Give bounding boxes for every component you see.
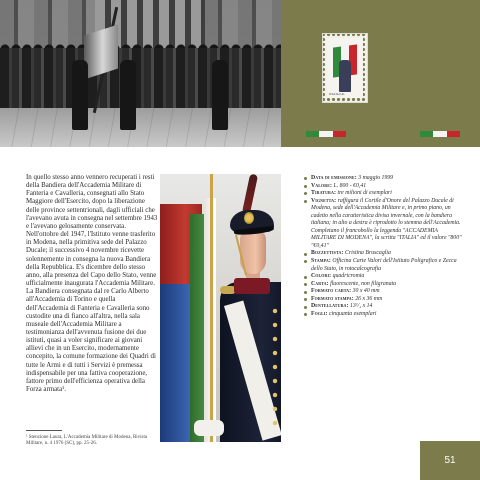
spec-key: Colori: bbox=[311, 273, 332, 280]
body-paragraph: Nell'ottobre del 1947, l'Istituto venne trasferito in Modena, nella primitiva sede del Palazzo Ducale; il successivo 4 novembre ricevette solennemente in consegna la nuova Bandiera della Repubblica. E's dicembre dello stesso anno, alla presenza del Capo dello Stato, venne ufficialmente inaugurata l'Accademia Militare. bbox=[26, 231, 157, 288]
bullet-icon bbox=[304, 185, 307, 188]
postage-stamp bbox=[323, 34, 367, 102]
photo-officer bbox=[212, 60, 228, 130]
body-paragraph: La Bandiera consegnata dal re Carlo Alberto all'Accademia di Torino e quella dell'Accademia di Fanteria e Cavalleria sono custodite una di fianco all'altra, nella sala museale dell'Accademia Militare a testimonianza dell'avvenuta fusione dei due istituti, quasi a voler significare ai giovani allievi che in un Esercito, modernamente concepito, la comune formazione dei Quadri di tutte le Armi e di tutti i Servizi è premessa indispensabile per una fattiva cooperazione, fattore primo dell'efficienza operativa della Forza armata¹. bbox=[26, 288, 156, 394]
spec-key: Bozzettista: bbox=[311, 250, 344, 257]
spec-key: Tiratura: bbox=[311, 190, 337, 197]
spec-item bbox=[304, 258, 464, 273]
photo-courtyard-ground bbox=[0, 108, 281, 147]
stamp-caption: ITALIA 0,41 bbox=[329, 92, 345, 96]
spec-value: Officina Carte Valori dell'Istituto Poligrafico e Zecca dello Stato, in rotocalcografia bbox=[311, 258, 457, 272]
spec-key: Valore: bbox=[311, 182, 333, 189]
bullet-icon bbox=[304, 253, 307, 256]
spec-item bbox=[304, 190, 464, 198]
tricolor-ribbon-left bbox=[306, 131, 346, 137]
bullet-icon bbox=[304, 313, 307, 316]
stamp-image bbox=[327, 38, 363, 98]
page-number-box bbox=[420, 441, 480, 480]
spec-key: Vignetta: bbox=[311, 197, 337, 204]
bullet-icon bbox=[304, 192, 307, 195]
photo-officer bbox=[120, 60, 136, 130]
spec-item bbox=[304, 198, 464, 251]
spec-item bbox=[304, 175, 464, 183]
footnote: ¹ Stenzione Laura, L'Accademia Militare di Modena, Rivista Militare, n. 4 1976 (SC), pp. 25-26. bbox=[26, 435, 148, 447]
spec-value: L. 800 - €0,41 bbox=[333, 182, 367, 189]
bullet-icon bbox=[304, 177, 307, 180]
page-number: 51 bbox=[444, 455, 456, 466]
cadet-cap-plume bbox=[242, 174, 258, 214]
spec-value: tre milioni di esemplari bbox=[337, 190, 392, 197]
spec-value: raffigura il Cortile d'Onore del Palazzo Ducale di Modena, sede dell'Accademia Militare e, in primo piano, un cadetto nella caratteristica divisa invernale, con la bandiera italiana; in alto a destra è riprodotto lo stemma dell'Accademia. Completano il francobollo la leggenda "ACCADEMIA MILITARE DI MODENA", la scritta "ITALIA" ed il valore "800" "€0,41" bbox=[311, 197, 462, 249]
tricolor-ribbon-right bbox=[420, 131, 460, 137]
spec-value: 3 maggio 1999 bbox=[358, 175, 394, 181]
spec-value: Cristina Bruscaglia bbox=[344, 250, 391, 257]
cadet-portrait-photo bbox=[160, 174, 281, 442]
bullet-icon bbox=[304, 276, 307, 279]
spec-value: cinquanta esemplari bbox=[328, 310, 377, 317]
spec-key: Stampa: bbox=[311, 258, 331, 265]
cadet-collar bbox=[234, 278, 270, 294]
spec-item bbox=[304, 183, 464, 191]
footnote-divider bbox=[26, 430, 62, 431]
spec-value: 13¹/₄ x 14 bbox=[350, 303, 373, 310]
body-paragraph: In quello stesso anno vennero recuperati i resti della Bandiera dell'Accademia Militare di Fanteria e Cavalleria, consegnati allo Stato Maggiore dell'Esercito, dopo la liberazione delle province settentrionali, dagli ufficiali che l'avevano avuta in consegna nel settembre 1943 e l'avevano gelosamente conservata. bbox=[26, 174, 158, 230]
spec-key: Fogli: bbox=[311, 310, 328, 317]
spec-item bbox=[304, 303, 464, 311]
bullet-icon bbox=[304, 306, 307, 309]
spec-key: Formato stampa: bbox=[311, 295, 354, 302]
spec-value: quadricromia bbox=[332, 273, 365, 280]
spec-value: fluorescente, non filigranata bbox=[330, 280, 397, 287]
bullet-icon bbox=[304, 260, 307, 263]
bullet-icon bbox=[304, 283, 307, 286]
spec-item bbox=[304, 288, 464, 296]
article-body bbox=[26, 174, 158, 394]
spec-key: Carta: bbox=[311, 280, 329, 287]
cadet-white-glove bbox=[194, 420, 224, 436]
spec-key: Dentellatura: bbox=[311, 303, 349, 310]
photo-flag-pole bbox=[210, 174, 213, 442]
stamp-cadet-figure bbox=[339, 60, 351, 92]
cadet-cap-badge-icon bbox=[244, 212, 254, 224]
photo-officer bbox=[72, 60, 88, 130]
spec-value: 30 x 40 mm bbox=[352, 288, 380, 295]
stamp-specifications-list bbox=[304, 175, 464, 318]
photo-flag-blue-band bbox=[160, 284, 190, 442]
spec-item bbox=[304, 250, 464, 258]
bullet-icon bbox=[304, 200, 307, 203]
olive-header-panel bbox=[281, 0, 480, 147]
spec-value: 26 x 36 mm bbox=[355, 295, 383, 302]
archive-parade-photo bbox=[0, 0, 281, 147]
spec-item bbox=[304, 273, 464, 281]
cadet-buttons bbox=[272, 304, 278, 434]
photo-soldier-ranks bbox=[0, 48, 281, 108]
bullet-icon bbox=[304, 291, 307, 294]
bullet-icon bbox=[304, 298, 307, 301]
spec-key: Data di emissione: bbox=[311, 175, 357, 181]
spec-key: Formato carta: bbox=[311, 288, 352, 295]
spec-item bbox=[304, 311, 464, 319]
